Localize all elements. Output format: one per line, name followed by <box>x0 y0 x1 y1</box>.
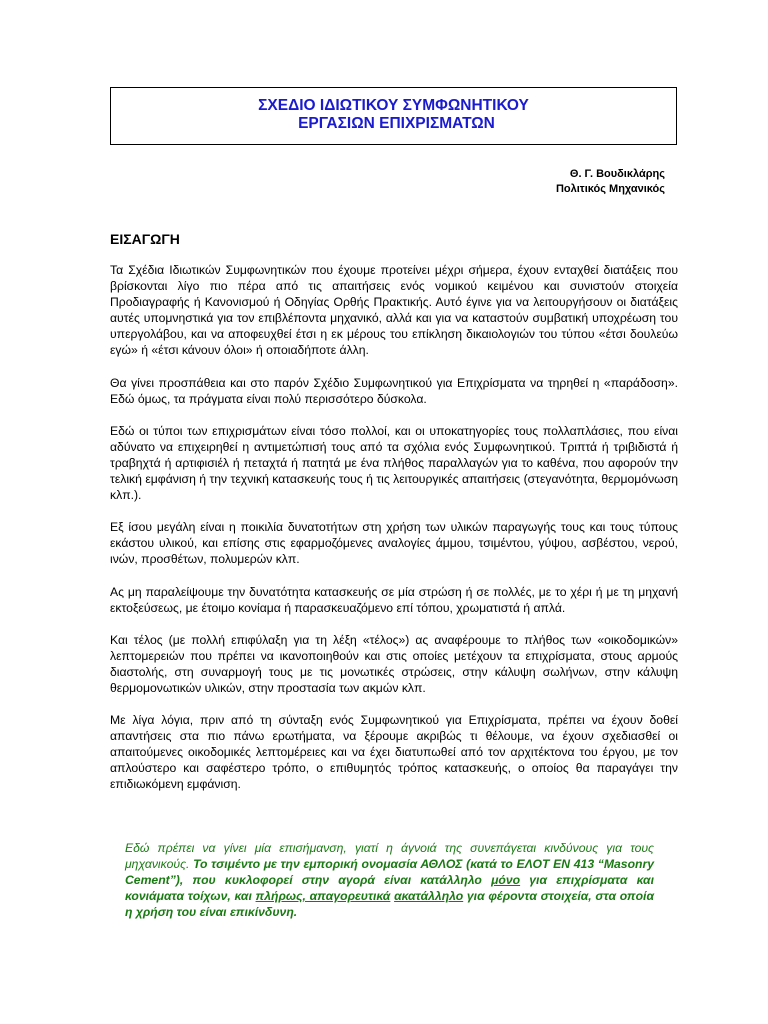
paragraph: Εδώ οι τύποι των επιχρισμάτων είναι τόσο πολλοί, και οι υποκατηγορίες τους πολλαπλάσιες, που είναι αδύνατο να επιχειρηθεί η αντιμετώπισή τους από τα σχόλια ενός Συμφωνητικού. Τριπτά ή τριβιδιστά ή τραβηχτά ή αρτιφισιέλ ή πεταχτά ή πατητά με ένα πλήθος παραλλαγών για το καθένα, που αφορούν την τελική εμφάνιση ή την τεχνική κατασκευής τους ή τις λειτουργικές απαιτήσεις (στεγανότητα, θερμομόνωση κλπ.). <box>110 423 678 503</box>
warning-note <box>125 840 654 920</box>
note-bold-4: για φέροντα στοιχεία, στα οποία η χρήση του είναι επικίνδυνη. <box>125 889 655 920</box>
paragraph: Θα γίνει προσπάθεια και στο παρόν Σχέδιο Συμφωνητικού για Επιχρίσματα να τηρηθεί η «παράδοση». Εδώ όμως, τα πράγματα είναι πολύ περισσότερο δύσκολα. <box>110 375 678 406</box>
note-underline-prohibitive: πλήρως, απαγορευτικά <box>255 889 391 904</box>
author-role: Πολιτικός Μηχανικός <box>555 183 665 195</box>
note-underline-unsuitable: ακατάλληλο <box>394 889 464 904</box>
note-bold-2: για επιχρίσματα και κονιάματα τοίχων, και <box>125 873 654 904</box>
note-intro: Εδώ πρέπει να γίνει μία επισήμανση, γιατί η άγνοιά της συνεπάγεται κινδύνους για τους μηχανικούς. <box>125 841 654 872</box>
paragraph: Τα Σχέδια Ιδιωτικών Συμφωνητικών που έχουμε προτείνει μέχρι σήμερα, έχουν ενταχθεί διατάξεις που βρίσκονται λίγο πιο πέρα από τις απαιτήσεις ενός νομικού κειμένου και συνιστούν στοιχεία Προδιαγραφής ή Κανονισμού ή Οδηγίας Ορθής Πρακτικής. Αυτό έγινε για να λειτουργήσουν οι διατάξεις αυτές υπομνηστικά για τον επιβλέποντα μηχανικό, αλλά και για να καταστούν συμβατική υποχρέωση του υπεργολάβου, και να αποφευχθεί έτσι η εκ μέρους του επίκληση δικαιολογιών του τύπου «έτσι δουλεύω εγώ» ή «έτσι κάνουν όλοι» ή οποιαδήποτε άλλη. <box>110 263 678 358</box>
author-block <box>556 167 665 197</box>
paragraph: Και τέλος (με πολλή επιφύλαξη για τη λέξη «τέλος») ας αναφέρουμε το πλήθος των «οικοδομικών» λεπτομερειών που πρέπει να ικανοποιηθούν και στις οποίες μετέχουν τα επιχρίσματα, στους αρμούς διαστολής, στη συναρμογή τους με τις μονωτικές στρώσεις, στην κάλυψη σωλήνων, στην κάλυψη θερμομονωτικών υλικών, στην προστασία των ακμών κλπ. <box>110 632 678 695</box>
document-title-box <box>110 87 677 145</box>
author-name: Θ. Γ. Βουδικλάρης <box>569 168 665 180</box>
paragraph: Με λίγα λόγια, πριν από τη σύνταξη ενός Συμφωνητικού για Επιχρίσματα, πρέπει να έχουν δοθεί απαντήσεις στα πιο πάνω ερωτήματα, να ξέρουμε ακριβώς τι θέλουμε, να έχουν σχεδιασθεί οι απαιτούμενες οικοδομικές λεπτομέρειες και να έχει διατυπωθεί από τον αρχιτέκτονα του έργου, με τον απλούστερο και σαφέστερο τρόπο, ο επιθυμητός τρόπος κατασκευής, ο οποίος θα παραγάγει την επιδιωκόμενη εμφάνιση. <box>110 713 678 792</box>
body-text <box>110 262 678 809</box>
note-bold-1: Το τσιμέντο με την εμπορική ονομασία ΑΘΛΟΣ (κατά το ΕΛΟΤ ΕΝ 413 “Masonry Cement”), που κυκλοφορεί στην αγορά είναι κατάλληλο <box>125 857 654 888</box>
paragraph: Ας μη παραλείψουμε την δυνατότητα κατασκευής σε μία στρώση ή σε πολλές, με το χέρι ή με τη μηχανή εκτοξεύσεως, με έτοιμο κονίαμα ή παρασκευαζόμενο επί τόπου, χρωματιστά ή απλά. <box>110 584 678 615</box>
paragraph: Εξ ίσου μεγάλη είναι η ποικιλία δυνατοτήτων στη χρήση των υλικών παραγωγής τους και τους τύπους εκάστου υλικού, και επίσης στις εφαρμοζόμενες αναλογίες άμμου, τσιμέντου, γύψου, ασβέστου, νερού, ινών, προσθέτων, πολυμερών κλπ. <box>110 520 678 567</box>
document-title-line-1: ΣΧΕΔΙΟ ΙΔΙΩΤΙΚΟΥ ΣΥΜΦΩΝΗΤΙΚΟΥ <box>258 97 529 114</box>
note-underline-only: μόνο <box>491 873 521 888</box>
section-heading: ΕΙΣΑΓΩΓΗ <box>110 231 180 247</box>
document-title-line-2: ΕΡΓΑΣΙΩΝ ΕΠΙΧΡΙΣΜΑΤΩΝ <box>298 115 495 132</box>
